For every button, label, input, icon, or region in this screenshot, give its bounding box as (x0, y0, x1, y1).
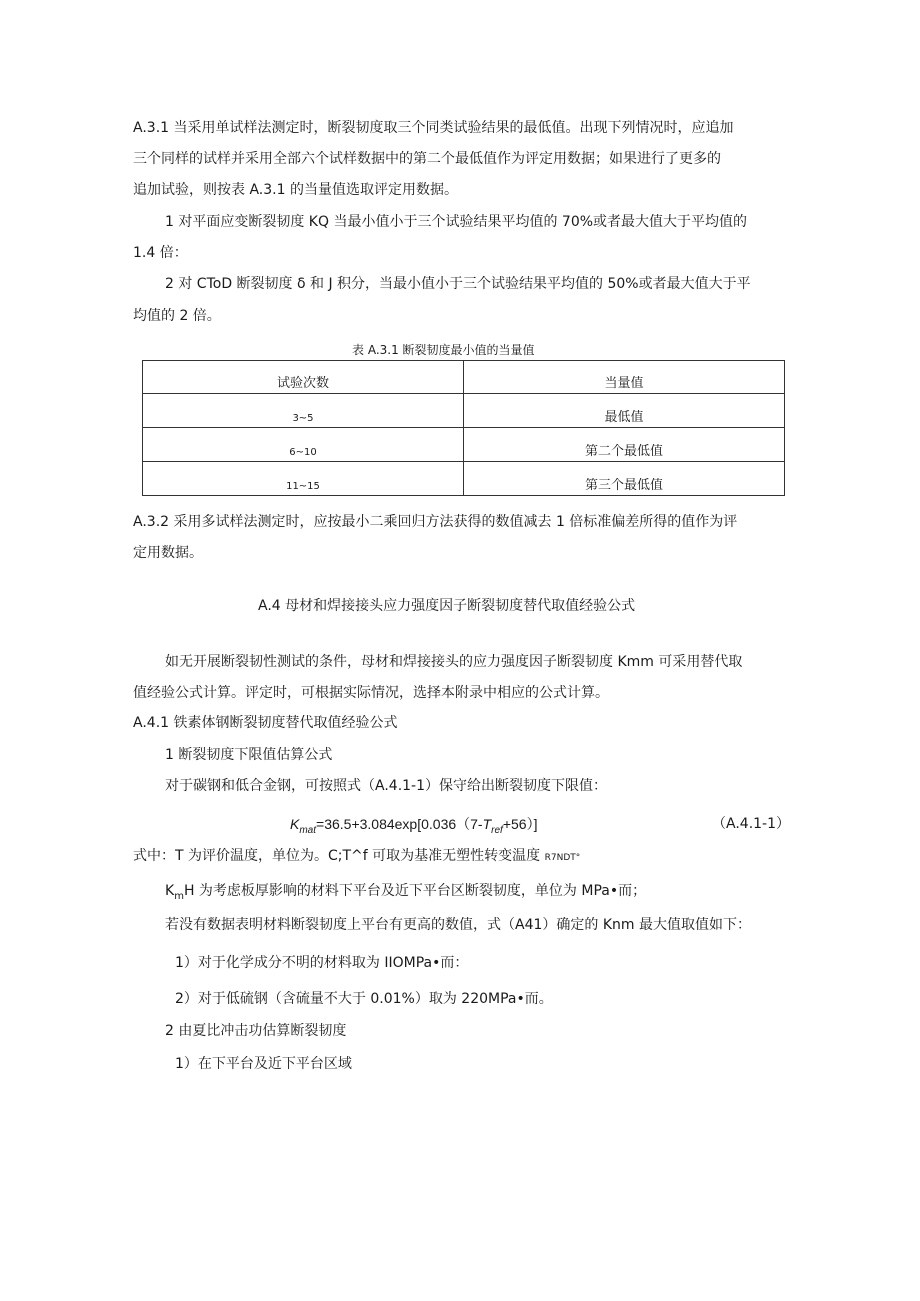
a31-line-1: A.3.1 当采用单试样法测定时，断裂韧度取三个同类试验结果的最低值。出现下列情况时，应追加 (133, 120, 734, 136)
formula-body-1: =36.5+3.084exp[0.036（7- (316, 816, 483, 832)
a41-intro: 对于碳钢和低合金钢，可按照式（A.4.1-1）保守给出断裂韧度下限值： (165, 778, 608, 794)
formula-body-2: +56）] (502, 816, 538, 832)
table-caption: 表 A.3.1 断裂韧度最小值的当量值 (352, 343, 535, 357)
table-cell-test-count: 3~5 (143, 394, 464, 428)
kmh-symbol: K (165, 883, 175, 899)
a31-item-1-line-1: 1 对平面应变断裂韧度 KQ 当最小值小于三个试验结果平均值的 70%或者最大值大于平均值的 (165, 214, 748, 230)
a4-heading: A.4 母材和焊接接头应力强度因子断裂韧度替代取值经验公式 (258, 598, 636, 614)
a31-item-2-line-2: 均值的 2 倍。 (133, 308, 221, 324)
table-row (143, 428, 785, 462)
a31-line-2: 三个同样的试样并采用全部六个试样数据中的第二个最低值作为评定用数据；如果进行了更多的 (133, 151, 721, 167)
a32-line-2: 定用数据。 (133, 545, 203, 561)
table-cell-equivalent: 第三个最低值 (464, 462, 785, 496)
case-1: 1）对于化学成分不明的材料取为 IIOMPa•而： (175, 955, 469, 971)
a41-item-1: 1 断裂韧度下限值估算公式 (165, 747, 333, 763)
a41-item-2: 2 由夏比冲击功估算断裂韧度 (165, 1023, 347, 1039)
formula-a411 (290, 814, 537, 841)
case-2: 2）对于低硫钢（含硫量不大于 0.01%）取为 220MPa•而。 (175, 991, 553, 1007)
table-row (143, 462, 785, 496)
table-cell-test-count: 6~10 (143, 428, 464, 462)
kmh-rest: H 为考虑板厚影响的材料下平台及近下平台区断裂韧度，单位为 MPa•而； (183, 883, 647, 899)
formula-k-symbol: K (290, 816, 300, 832)
a4-para-line-1: 如无开展断裂韧性测试的条件，母材和焊接接头的应力强度因子断裂韧度 Kmm 可采用替代取 (165, 654, 743, 670)
a31-line-3: 追加试验，则按表 A.3.1 的当量值选取评定用数据。 (133, 182, 458, 198)
table-cell-equivalent: 最低值 (464, 394, 785, 428)
upper-shelf-note: 若没有数据表明材料断裂韧度上平台有更高的数值，式（A41）确定的 Knm 最大值取值如下： (165, 917, 751, 933)
table-cell-equivalent: 第二个最低值 (464, 428, 785, 462)
where-tail: R7NDT° (544, 853, 581, 863)
formula-t-symbol: T (482, 816, 492, 832)
a32-line-1: A.3.2 采用多试样法测定时，应按最小二乘回归方法获得的数值减去 1 倍标准偏差所得的值作为评 (133, 514, 738, 530)
table-row (143, 394, 785, 428)
formula-number: （A.4.1-1） (712, 816, 791, 832)
table-header-row (143, 361, 785, 394)
equivalent-value-table (142, 360, 785, 496)
where-main: 式中：T 为评价温度，单位为。C;T^f 可取为基准无塑性转变温度 (133, 848, 545, 864)
kmh-definition (165, 881, 646, 907)
table-cell-test-count: 11~15 (143, 462, 464, 496)
table-header-cell: 试验次数 (143, 361, 464, 394)
where-clause (133, 846, 580, 868)
formula-t-subscript: ref (491, 824, 503, 836)
formula-k-subscript: mat (299, 824, 317, 836)
table-header-cell: 当量值 (464, 361, 785, 394)
a31-item-1-line-2: 1.4 倍： (133, 245, 188, 261)
kmh-subscript: m (174, 890, 184, 902)
a4-para-line-2: 值经验公式计算。评定时，可根据实际情况，选择本附录中相应的公式计算。 (133, 685, 609, 701)
a41-heading: A.4.1 铁素体钢断裂韧度替代取值经验公式 (133, 715, 398, 731)
a41-sub-1: 1）在下平台及近下平台区域 (175, 1056, 352, 1072)
a31-item-2-line-1: 2 对 CToD 断裂韧度 δ 和 J 积分，当最小值小于三个试验结果平均值的 50%或者最大值大于平 (165, 276, 751, 292)
